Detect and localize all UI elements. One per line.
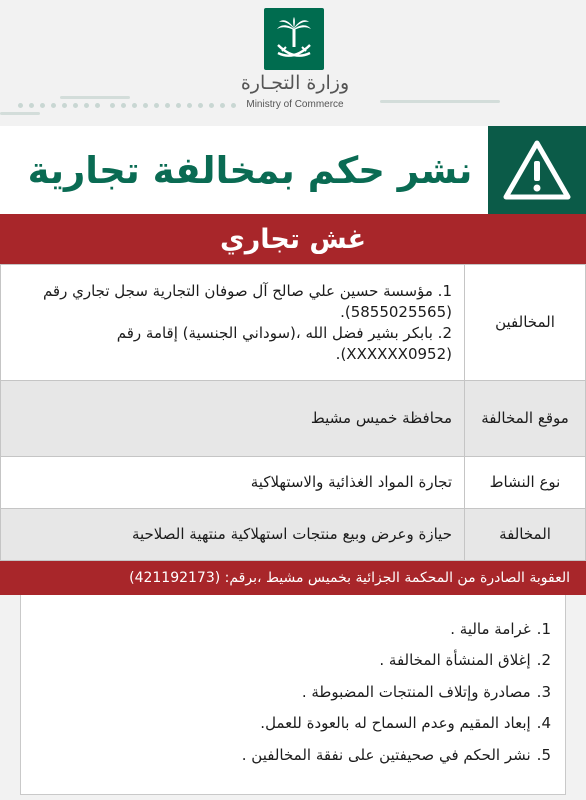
list-item	[21, 613, 551, 645]
violators-label: المخالفين	[465, 265, 586, 381]
page-title: نشر حكم بمخالفة تجارية	[27, 148, 473, 192]
decorative-dots	[18, 103, 100, 108]
list-item	[21, 708, 551, 740]
violators-value	[1, 265, 465, 381]
violation-label: المخالفة	[465, 509, 586, 561]
list-item	[21, 739, 551, 771]
decorative-dots	[110, 103, 236, 108]
violation-value: حيازة وعرض وبيع منتجات استهلاكية منتهية الصلاحية	[1, 509, 465, 561]
item-text: مصادرة وإتلاف المنتجات المضبوطة .	[301, 682, 531, 701]
list-item	[21, 676, 551, 708]
table-row	[1, 265, 586, 381]
warning-box	[488, 126, 586, 214]
decorative-line	[380, 100, 500, 103]
violator-line: 1. مؤسسة حسين علي صالح آل صوفان التجارية سجل تجاري رقم (5855025565).	[42, 281, 452, 321]
violation-type-banner: غش تجاري	[0, 214, 586, 264]
ministry-name-arabic: وزارة التجـارة	[240, 72, 350, 94]
violation-details-table	[0, 264, 586, 561]
item-number: 3.	[536, 682, 551, 701]
penalty-list-box	[20, 595, 566, 795]
table-row	[1, 509, 586, 561]
item-number: 5.	[536, 745, 551, 764]
item-text: غرامة مالية .	[450, 619, 531, 638]
warning-triangle-icon	[502, 139, 572, 201]
item-number: 2.	[536, 651, 551, 670]
item-text: نشر الحكم في صحيفتين على نفقة المخالفين .	[241, 745, 531, 764]
location-value: محافظة خميس مشيط	[1, 381, 465, 457]
item-text: إبعاد المقيم وعدم السماح له بالعودة للعمل.	[260, 714, 531, 733]
activity-label: نوع النشاط	[465, 457, 586, 509]
table-row	[1, 457, 586, 509]
item-text: إغلاق المنشأة المخالفة .	[379, 651, 531, 670]
table-row	[1, 381, 586, 457]
violator-line: 2. بابكر بشير فضل الله ،(سوداني الجنسية) إقامة رقم (XXXXXX0952).	[116, 323, 452, 363]
activity-value: تجارة المواد الغذائية والاستهلاكية	[1, 457, 465, 509]
penalty-heading: العقوبة الصادرة من المحكمة الجزائية بخميس مشيط ،برقم: (421192173)	[0, 561, 586, 595]
palm-and-swords-icon	[272, 15, 316, 63]
item-number: 4.	[536, 714, 551, 733]
penalty-list	[21, 595, 565, 771]
ministry-name-english: Ministry of Commerce	[246, 99, 344, 110]
item-number: 1.	[536, 619, 551, 638]
decorative-line	[60, 96, 130, 99]
ministry-logo	[264, 8, 324, 70]
decorative-line	[0, 112, 40, 115]
location-label: موقع المخالفة	[465, 381, 586, 457]
list-item	[21, 645, 551, 677]
